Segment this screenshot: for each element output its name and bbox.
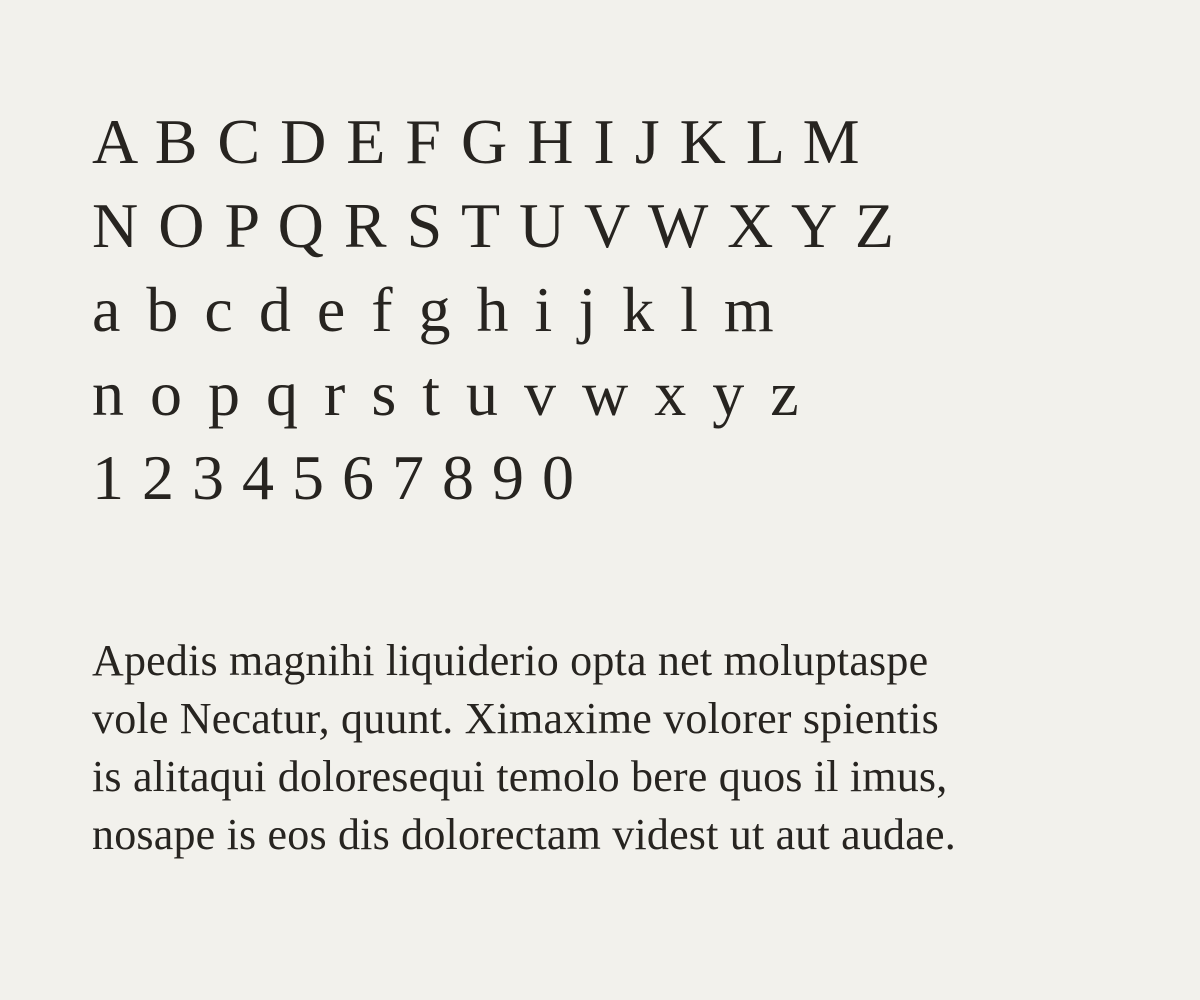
- numerals-row: 1 2 3 4 5 6 7 8 9 0: [92, 442, 575, 513]
- sample-paragraph-line: is alitaqui doloresequi temolo bere quos il imus,: [92, 752, 948, 801]
- sample-paragraph-line: Apedis magnihi liquiderio opta net moluptaspe: [92, 636, 929, 685]
- uppercase-row-a-m: A B C D E F G H I J K L M: [92, 106, 862, 177]
- lowercase-row-a-m: a b c d e f g h i j k l m: [92, 274, 779, 345]
- glyph-specimen: [92, 100, 1140, 520]
- lowercase-row-n-z: n o p q r s t u v w x y z: [92, 358, 804, 429]
- sample-paragraph: [92, 632, 1140, 864]
- uppercase-row-n-z: N O P Q R S T U V W X Y Z: [92, 190, 896, 261]
- sample-paragraph-line: vole Necatur, quunt. Ximaxime volorer spientis: [92, 694, 939, 743]
- sample-paragraph-line: nosape is eos dis dolorectam videst ut aut audae.: [92, 810, 956, 859]
